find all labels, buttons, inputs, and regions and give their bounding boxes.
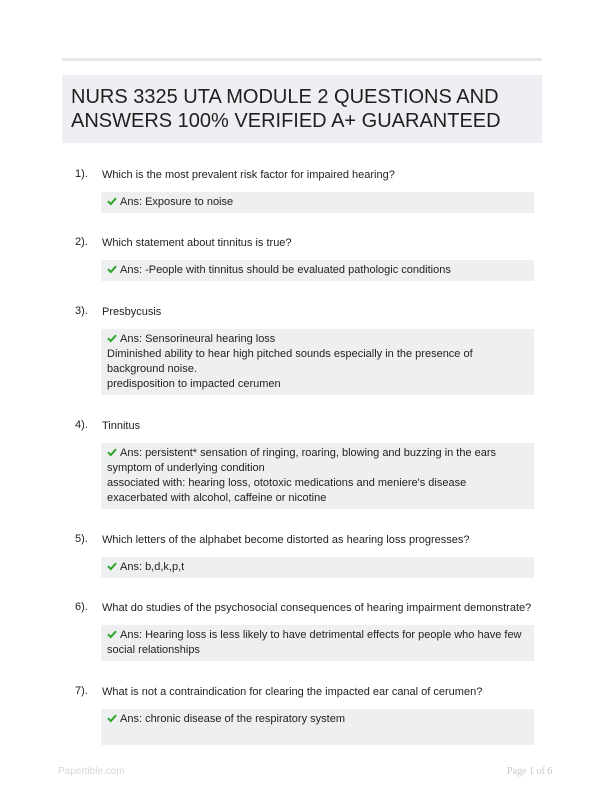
question-text: Which letters of the alphabet become distorted as hearing loss progresses? bbox=[102, 534, 470, 546]
question-text: Tinnitus bbox=[102, 420, 141, 432]
page-title: NURS 3325 UTA MODULE 2 QUESTIONS AND ANSWERS 100% VERIFIED A+ GUARANTEED bbox=[71, 86, 501, 132]
answer-box bbox=[101, 192, 534, 213]
answer-detail: Diminished ability to hear high pitched sounds especially in the presence of background noise. bbox=[107, 348, 473, 375]
answer-box bbox=[101, 709, 534, 745]
question-text: What do studies of the psychosocial consequences of hearing impairment demonstrate? bbox=[102, 602, 532, 614]
footer-watermark: Papertible.com bbox=[58, 766, 125, 777]
page-number: Page 1 of 6 bbox=[507, 766, 553, 777]
check-icon bbox=[107, 713, 117, 723]
question-number: 2). bbox=[75, 236, 88, 248]
question-number: 3). bbox=[75, 305, 88, 317]
answer-detail: exacerbated with alcohol, caffeine or nicotine bbox=[107, 492, 327, 504]
question-number: 6). bbox=[75, 601, 88, 613]
answer-box bbox=[101, 625, 534, 661]
question-text: Which is the most prevalent risk factor for impaired hearing? bbox=[102, 169, 395, 181]
answer-text: Ans: chronic disease of the respiratory system bbox=[120, 713, 345, 725]
answer-text: Ans: b,d,k,p,t bbox=[120, 561, 185, 573]
answer-text: Ans: -People with tinnitus should be evaluated pathologic conditions bbox=[120, 264, 451, 276]
answer-text: Ans: Sensorineural hearing loss bbox=[120, 333, 276, 345]
answer-box bbox=[101, 329, 534, 395]
answer-text: Ans: Hearing loss is less likely to have detrimental effects for people who have few social relationships bbox=[107, 629, 522, 656]
answer-box bbox=[101, 557, 534, 578]
question-text: What is not a contraindication for clearing the impacted ear canal of cerumen? bbox=[102, 686, 483, 698]
check-icon bbox=[107, 561, 117, 571]
question-number: 7). bbox=[75, 685, 88, 697]
answer-box bbox=[101, 260, 534, 281]
question-number: 4). bbox=[75, 419, 88, 431]
question-text: Which statement about tinnitus is true? bbox=[102, 237, 292, 249]
title-box bbox=[62, 75, 542, 143]
question-text: Presbycusis bbox=[102, 306, 162, 318]
check-icon bbox=[107, 629, 117, 639]
top-divider bbox=[62, 58, 542, 61]
answer-detail: associated with: hearing loss, ototoxic medications and meniere's disease bbox=[107, 477, 467, 489]
question-number: 1). bbox=[75, 168, 88, 180]
check-icon bbox=[107, 264, 117, 274]
check-icon bbox=[107, 196, 117, 206]
answer-text: Ans: Exposure to noise bbox=[120, 196, 234, 208]
question-number: 5). bbox=[75, 533, 88, 545]
answer-box bbox=[101, 443, 534, 509]
answer-detail: predisposition to impacted cerumen bbox=[107, 378, 281, 390]
check-icon bbox=[107, 333, 117, 343]
check-icon bbox=[107, 447, 117, 457]
answer-detail: symptom of underlying condition bbox=[107, 462, 265, 474]
answer-text: Ans: persistent* sensation of ringing, roaring, blowing and buzzing in the ears bbox=[120, 447, 497, 459]
